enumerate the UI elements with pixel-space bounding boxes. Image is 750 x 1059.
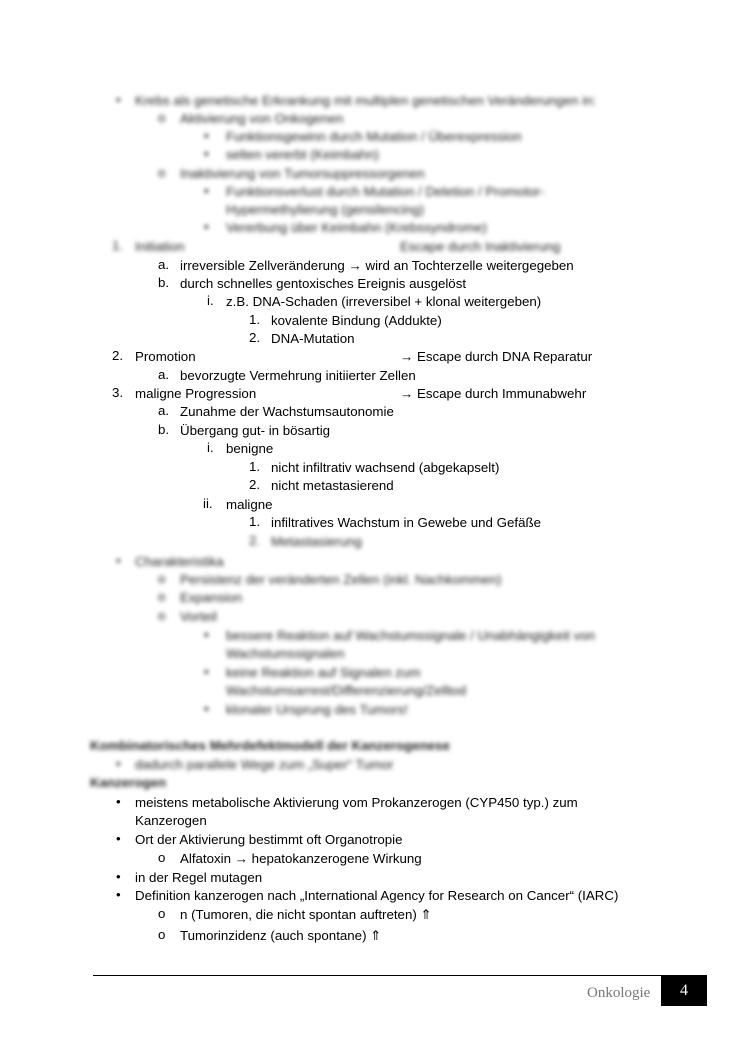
circle-marker: o bbox=[158, 110, 166, 125]
circle-marker: o bbox=[158, 589, 166, 604]
blurred-line: Hypermethylierung (gensilencing) bbox=[226, 202, 425, 217]
circle-marker: o bbox=[158, 608, 166, 623]
number-marker: 1. bbox=[249, 312, 261, 327]
blurred-line: Vorteil bbox=[180, 609, 217, 624]
letter-marker: a. bbox=[158, 367, 170, 382]
blurred-line: Escape durch Inaktivierung bbox=[400, 239, 561, 254]
progression-b: Übergang gut- in bösartig bbox=[180, 423, 331, 438]
circle-marker: o bbox=[158, 927, 166, 942]
page-number bbox=[661, 975, 707, 1006]
square-marker: ▪ bbox=[204, 128, 209, 143]
bullet-marker: • bbox=[116, 869, 121, 884]
circle-marker: o bbox=[158, 906, 166, 921]
blurred-line: keine Reaktion auf Signalen zum bbox=[226, 665, 421, 680]
footer-section-label: Onkologie bbox=[587, 985, 651, 1001]
progression-b-ii: maligne bbox=[226, 497, 273, 512]
circle-marker: o bbox=[158, 571, 166, 586]
progression-b-i-1: nicht infiltrativ wachsend (abgekapselt) bbox=[271, 460, 500, 475]
progression-title: maligne Progression bbox=[135, 386, 257, 401]
blurred-line: Funktionsverlust durch Mutation / Deletion / Promotor- bbox=[226, 184, 545, 199]
circle-marker: o bbox=[158, 165, 166, 180]
blurred-heading: Kanzerogen bbox=[90, 775, 167, 790]
progression-b-i-2: nicht metastasierend bbox=[271, 478, 394, 493]
square-marker: ▪ bbox=[204, 146, 209, 161]
carcinogen-item-1-cont: Kanzerogen bbox=[135, 813, 207, 828]
blurred-line: Funktionsgewinn durch Mutation / Überexpression bbox=[226, 129, 522, 144]
blurred-line: selten vererbt (Keimbahn) bbox=[226, 147, 379, 162]
progression-a: Zunahme der Wachstumsautonomie bbox=[180, 404, 394, 419]
square-marker: ▪ bbox=[204, 183, 209, 198]
promotion-title: Promotion bbox=[135, 349, 196, 364]
letter-marker: a. bbox=[158, 403, 170, 418]
blurred-line: klonaler Ursprung des Tumors! bbox=[226, 702, 408, 717]
bullet-marker: • bbox=[116, 553, 121, 568]
blurred-line: Inaktivierung von Tumorsuppressorgenen bbox=[180, 166, 425, 181]
number-marker: 2. bbox=[112, 348, 124, 363]
square-marker: ▪ bbox=[204, 664, 209, 679]
number-marker: 1. bbox=[249, 459, 261, 474]
bullet-marker: • bbox=[116, 794, 121, 809]
page-number-text: 4 bbox=[680, 981, 688, 999]
blurred-heading: Kombinatorisches Mehrdefektmodell der Kanzerogenese bbox=[90, 738, 450, 753]
initiation-b-i: z.B. DNA-Schaden (irreversibel + klonal weitergeben) bbox=[226, 294, 542, 309]
square-marker: ▪ bbox=[204, 627, 209, 642]
blurred-line: Persistenz der veränderten Zellen (inkl. Nachkommen) bbox=[180, 572, 502, 587]
number-marker: 1. bbox=[249, 514, 261, 529]
square-marker: ▪ bbox=[204, 701, 209, 716]
number-marker: 3. bbox=[112, 385, 124, 400]
bullet-marker: • bbox=[116, 756, 121, 771]
blurred-line: Charakteristika bbox=[135, 554, 224, 569]
blurred-line: Vererbung über Keimbahn (Krebssyndrome) bbox=[226, 220, 487, 235]
progression-b-ii-1: infiltratives Wachstum in Gewebe und Gefäße bbox=[271, 515, 541, 530]
initiation-b: durch schnelles gentoxisches Ereignis ausgelöst bbox=[180, 276, 467, 291]
blurred-line: dadurch parallele Wege zum „Super“ Tumor bbox=[135, 757, 394, 772]
blurred-line: bessere Reaktion auf Wachstumssignale / Unabhängigkeit von bbox=[226, 628, 596, 643]
carcinogen-item-3: in der Regel mutagen bbox=[135, 870, 263, 885]
carcinogen-item-2: Ort der Aktivierung bestimmt oft Organotropie bbox=[135, 832, 403, 847]
blurred-line: Krebs als genetische Erkrankung mit multiplen genetischen Veränderungen in: bbox=[135, 93, 597, 108]
initiation-a: irreversible Zellveränderung → wird an Tochterzelle weitergegeben bbox=[180, 258, 574, 273]
blurred-line: Metastasierung bbox=[271, 534, 362, 549]
number-marker: 2. bbox=[249, 533, 261, 548]
progression-arrow: → Escape durch Immunabwehr bbox=[400, 386, 587, 401]
bullet-marker: • bbox=[116, 92, 121, 107]
letter-marker: b. bbox=[158, 422, 170, 437]
blurred-line: Initiation bbox=[135, 239, 185, 254]
roman-marker: i. bbox=[207, 440, 214, 455]
bullet-marker: • bbox=[116, 831, 121, 846]
bullet-marker: • bbox=[116, 887, 121, 902]
number-marker: 2. bbox=[249, 477, 261, 492]
blurred-line: Wachstumssignalen bbox=[226, 646, 345, 661]
carcinogen-item-4: Definition kanzerogen nach „International Agency for Research on Cancer“ (IARC) bbox=[135, 888, 619, 903]
promotion-a: bevorzugte Vermehrung initiierter Zellen bbox=[180, 368, 416, 383]
circle-marker: o bbox=[158, 850, 166, 865]
promotion-arrow: → Escape durch DNA Reparatur bbox=[400, 349, 593, 364]
blurred-line: Expansion bbox=[180, 590, 243, 605]
roman-marker: ii. bbox=[203, 496, 213, 511]
initiation-b-i-2: DNA-Mutation bbox=[271, 331, 355, 346]
carcinogen-item-4-sub-1: n (Tumoren, die nicht spontan auftreten) ⇑ bbox=[180, 907, 432, 922]
roman-marker: i. bbox=[207, 293, 214, 308]
number-marker: 2. bbox=[249, 330, 261, 345]
letter-marker: a. bbox=[158, 257, 170, 272]
carcinogen-item-2-sub: Alfatoxin → hepatokanzerogene Wirkung bbox=[180, 851, 422, 866]
initiation-b-i-1: kovalente Bindung (Addukte) bbox=[271, 313, 442, 328]
carcinogen-item-4-sub-2: Tumorinzidenz (auch spontane) ⇑ bbox=[180, 928, 382, 943]
footer-rule bbox=[93, 975, 661, 976]
blurred-line: Aktivierung von Onkogenen bbox=[180, 111, 344, 126]
progression-b-i: benigne bbox=[226, 441, 274, 456]
number-marker: 1. bbox=[112, 238, 124, 253]
blurred-line: Wachstumsarrest/Differenzierung/Zelltod bbox=[226, 683, 467, 698]
letter-marker: b. bbox=[158, 275, 170, 290]
carcinogen-item-1: meistens metabolische Aktivierung vom Prokanzerogen (CYP450 typ.) zum bbox=[135, 795, 578, 810]
square-marker: ▪ bbox=[204, 219, 209, 234]
